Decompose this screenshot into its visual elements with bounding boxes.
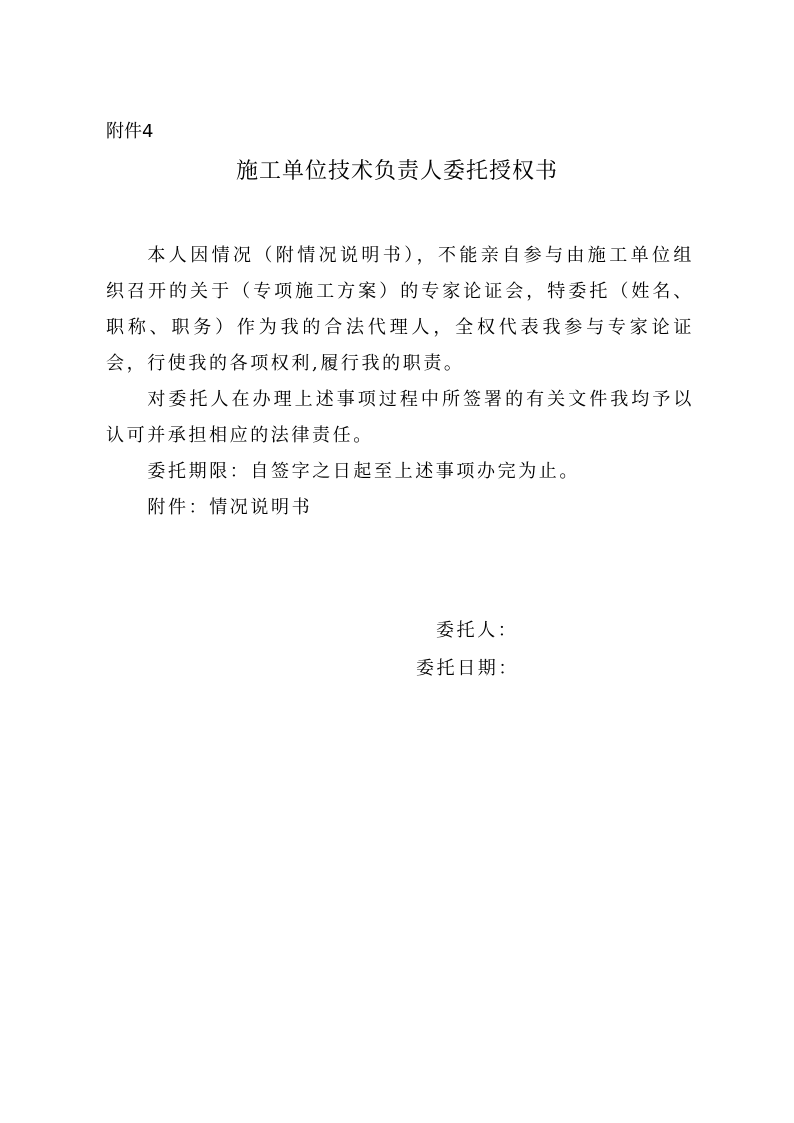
attachment-label: 附件4 — [106, 121, 154, 142]
document-title: 施工单位技术负责人委托授权书 — [235, 159, 558, 184]
authorization-date-label: 委托日期： — [416, 658, 519, 679]
principal-signature-label: 委托人： — [436, 620, 519, 641]
paragraph-term: 委托期限：自签字之日起至上述事项办完为止。 — [147, 461, 580, 482]
paragraph-attachment: 附件：情况说明书 — [147, 497, 313, 518]
document-body — [106, 238, 694, 526]
paragraph-authorization: 本人因情况（附情况说明书），不能亲自参与由施工单位组织召开的关于（专项施工方案）的专家论证会，特委托（姓名、职称、职务）作为我的合法代理人，全权代表我参与专家论证会，行使我的各项权利,履行我的职责。 — [106, 245, 694, 374]
signature-block — [0, 612, 794, 688]
paragraph-liability: 对委托人在办理上述事项过程中所签署的有关文件我均予以认可并承担相应的法律责任。 — [106, 389, 694, 446]
